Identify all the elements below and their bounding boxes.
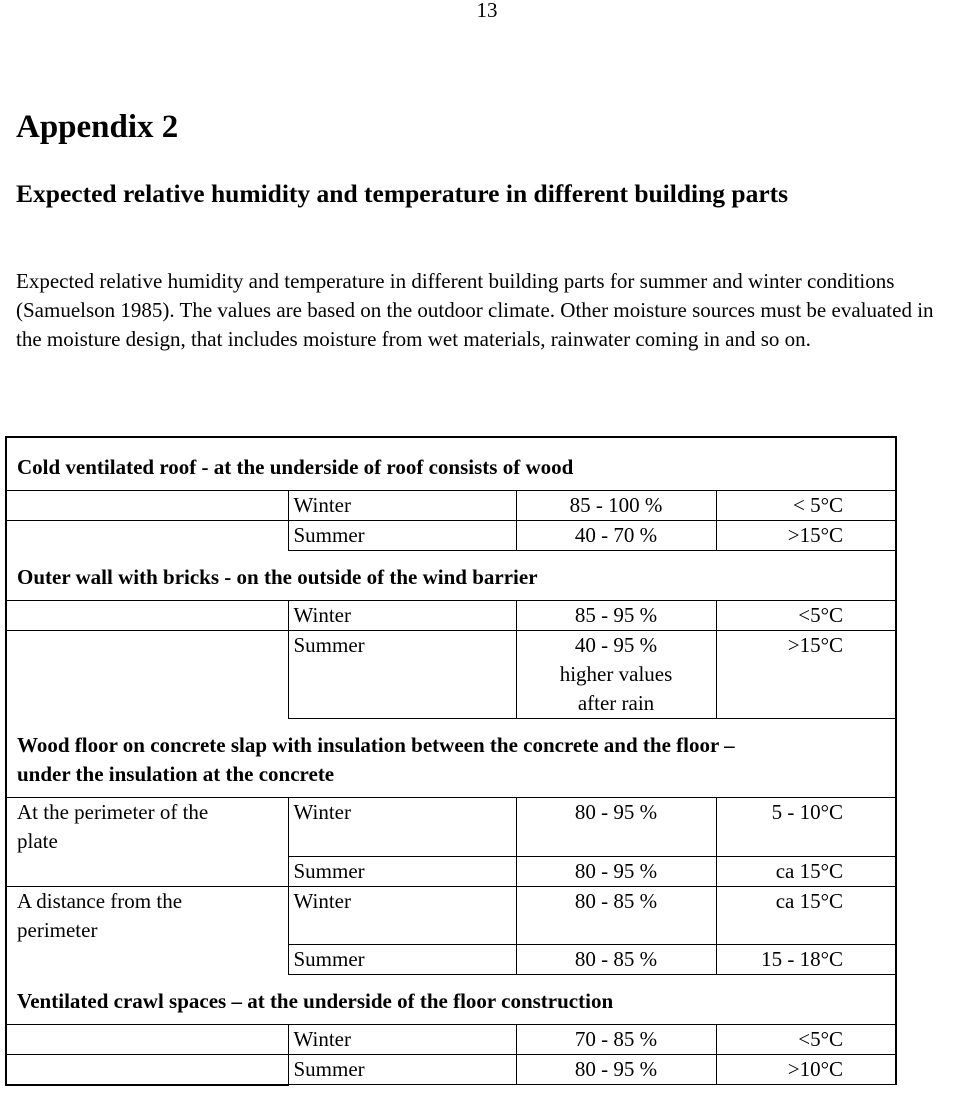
humidity-value: 40 - 95 % — [574, 633, 658, 657]
humidity-cell: 80 - 95 % — [516, 856, 716, 886]
season-cell: Summer — [288, 1055, 516, 1085]
table-row — [6, 601, 896, 631]
humidity-temperature-table — [5, 436, 897, 1086]
appendix-title: Appendix 2 — [16, 109, 179, 145]
season-cell: Winter — [288, 491, 516, 521]
humidity-note: after rain — [577, 691, 655, 715]
location-cell: A distance from the perimeter — [6, 886, 288, 945]
humidity-cell: 80 - 95 % — [516, 798, 716, 857]
season-cell: Summer — [288, 631, 516, 719]
temperature-cell: <5°C — [716, 601, 896, 631]
intro-paragraph: Expected relative humidity and temperature in different building parts for summer and winter conditions (Samuelson 1985). The values are based on the outdoor climate. Other moisture sources must be evaluated in the moisture design, that includes moisture from wet materials, rainwater coming in and so on. — [16, 269, 934, 351]
season-cell: Summer — [288, 521, 516, 551]
temperature-cell: >10°C — [716, 1055, 896, 1085]
section-heading-crawl-space: Ventilated crawl spaces – at the underside of the floor construction — [6, 975, 896, 1025]
season-cell: Winter — [288, 1025, 516, 1055]
temperature-cell: < 5°C — [716, 491, 896, 521]
section-heading-outer-wall: Outer wall with bricks - on the outside of the wind barrier — [6, 551, 896, 601]
table-row — [6, 856, 896, 886]
temperature-cell: 5 - 10°C — [716, 798, 896, 857]
humidity-cell: 70 - 85 % — [516, 1025, 716, 1055]
season-cell: Winter — [288, 601, 516, 631]
temperature-cell: <5°C — [716, 1025, 896, 1055]
humidity-cell: 85 - 100 % — [516, 491, 716, 521]
humidity-cell: 85 - 95 % — [516, 601, 716, 631]
temperature-cell: ca 15°C — [716, 886, 896, 945]
temperature-cell: 15 - 18°C — [716, 945, 896, 975]
season-cell: Summer — [288, 856, 516, 886]
table-row — [6, 886, 896, 945]
table-row — [6, 1055, 896, 1085]
section-heading-wood-floor: Wood floor on concrete slap with insulation between the concrete and the floor – under the insulation at the concrete — [6, 719, 896, 798]
table-row — [6, 631, 896, 719]
temperature-cell: >15°C — [716, 631, 896, 719]
season-cell: Winter — [288, 798, 516, 857]
humidity-cell: 80 - 85 % — [516, 945, 716, 975]
table-row — [6, 1025, 896, 1055]
humidity-cell: 80 - 95 % — [516, 1055, 716, 1085]
table-row — [6, 798, 896, 857]
season-cell: Winter — [288, 886, 516, 945]
humidity-note: higher values — [559, 662, 673, 686]
page-number: 13 — [476, 0, 498, 22]
temperature-cell: ca 15°C — [716, 856, 896, 886]
humidity-cell: 80 - 85 % — [516, 886, 716, 945]
humidity-cell: 40 - 70 % — [516, 521, 716, 551]
temperature-cell: >15°C — [716, 521, 896, 551]
section-heading-cold-roof: Cold ventilated roof - at the underside of roof consists of wood — [6, 437, 896, 491]
season-cell: Summer — [288, 945, 516, 975]
table-row — [6, 521, 896, 551]
section-title: Expected relative humidity and temperature in different building parts — [16, 179, 789, 208]
table-row — [6, 945, 896, 975]
humidity-cell — [516, 631, 716, 719]
table-row — [6, 491, 896, 521]
location-cell: At the perimeter of the plate — [6, 798, 288, 857]
